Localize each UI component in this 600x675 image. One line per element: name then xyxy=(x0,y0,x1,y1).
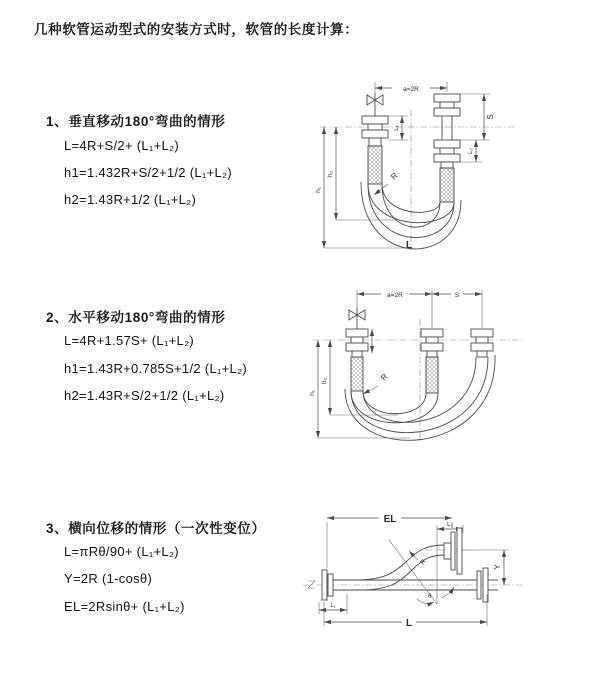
dim-label-a2r: a=2R xyxy=(403,86,419,93)
section-3-formula-EL: EL=2Rsinθ+ (L₁+L₂) xyxy=(64,599,185,614)
dim-label-l-total: L xyxy=(405,240,413,251)
datum-mark xyxy=(308,581,315,588)
section-2-formula-L: L=4R+1.57S+ (L₁+L₂) xyxy=(64,333,195,348)
dim-label-l1: L₁ xyxy=(394,125,400,131)
radius-callout xyxy=(363,372,390,394)
diagram-lateral-container xyxy=(297,498,532,640)
centerlines xyxy=(320,110,517,250)
dim-label-h1: h₁ xyxy=(315,187,322,193)
dimension-a2r xyxy=(375,82,447,93)
left-fitting xyxy=(362,116,388,184)
middle-fitting xyxy=(421,329,443,393)
dimension-l xyxy=(324,594,487,629)
diagram-horizontal-180 xyxy=(308,281,530,449)
diagram-lateral-displacement xyxy=(297,498,532,640)
dimension-s xyxy=(460,94,495,140)
upper-fitting xyxy=(444,528,462,574)
section-2-heading: 2、水平移动180°弯曲的情形 xyxy=(46,310,226,325)
dim-label-y: Y xyxy=(493,564,502,570)
right-fitting xyxy=(471,329,493,357)
dimension-el xyxy=(327,512,452,568)
dim-label-h2: h₂ xyxy=(327,170,334,178)
dimension-l2 xyxy=(460,140,482,162)
dimension-a2r xyxy=(357,290,482,329)
dim-label-r: R xyxy=(379,371,390,383)
page-title: 几种软管运动型式的安装方式时，软管的长度计算： xyxy=(34,22,359,37)
dim-label-l1: L₁ xyxy=(330,603,336,609)
dim-label-l-total: L xyxy=(405,618,413,629)
valve-icon xyxy=(367,93,383,116)
section-3-formula-L: L=πRθ/90+ (L₁+L₂) xyxy=(64,544,179,559)
dim-label-theta: θ xyxy=(428,593,432,600)
dim-label-l2: L₂ xyxy=(468,148,474,154)
diagram-horizontal-180-container xyxy=(308,281,530,449)
dim-label-h2: h₂ xyxy=(321,377,328,385)
dim-label-el: EL xyxy=(383,514,397,525)
section-1-formula-h1: h1=1.432R+S/2+1/2 (L₁+L₂) xyxy=(64,165,232,180)
right-fitting xyxy=(434,94,460,202)
left-fitting xyxy=(322,570,333,600)
dim-label-h1: h₁ xyxy=(309,390,316,396)
dim-label-r: R xyxy=(389,170,400,182)
section-1-formula-L: L=4R+S/2+ (L₁+L₂) xyxy=(64,138,179,153)
dimension-l1 xyxy=(388,116,408,140)
section-3-heading: 3、横向位移的情形（一次性变位） xyxy=(46,521,266,536)
section-3-formula-Y: Y=2R (1-cosθ) xyxy=(64,571,153,586)
left-fitting xyxy=(346,329,368,391)
dim-label-s: S xyxy=(486,114,495,120)
dim-label-l2: L₂ xyxy=(447,522,453,528)
dim-label-s: S xyxy=(454,292,460,299)
section-1-formula-h2: h2=1.43R+1/2 (L₁+L₂) xyxy=(64,192,197,207)
diagram-vertical-180-container xyxy=(312,70,527,258)
dim-label-r: R xyxy=(419,558,428,567)
section-1-heading: 1、垂直移动180°弯曲的情形 xyxy=(46,114,226,129)
dimension-s xyxy=(432,290,482,300)
hose-s-curve xyxy=(333,545,444,590)
diagram-vertical-180 xyxy=(312,70,527,258)
section-2-formula-h2: h2=1.43R+S/2+1/2 (L₁+L₂) xyxy=(64,388,225,403)
valve-icon xyxy=(349,308,365,329)
section-2-formula-h1: h1=1.43R+0.785S+1/2 (L₁+L₂) xyxy=(64,361,248,376)
dim-label-a2r: a=2R xyxy=(387,292,403,299)
